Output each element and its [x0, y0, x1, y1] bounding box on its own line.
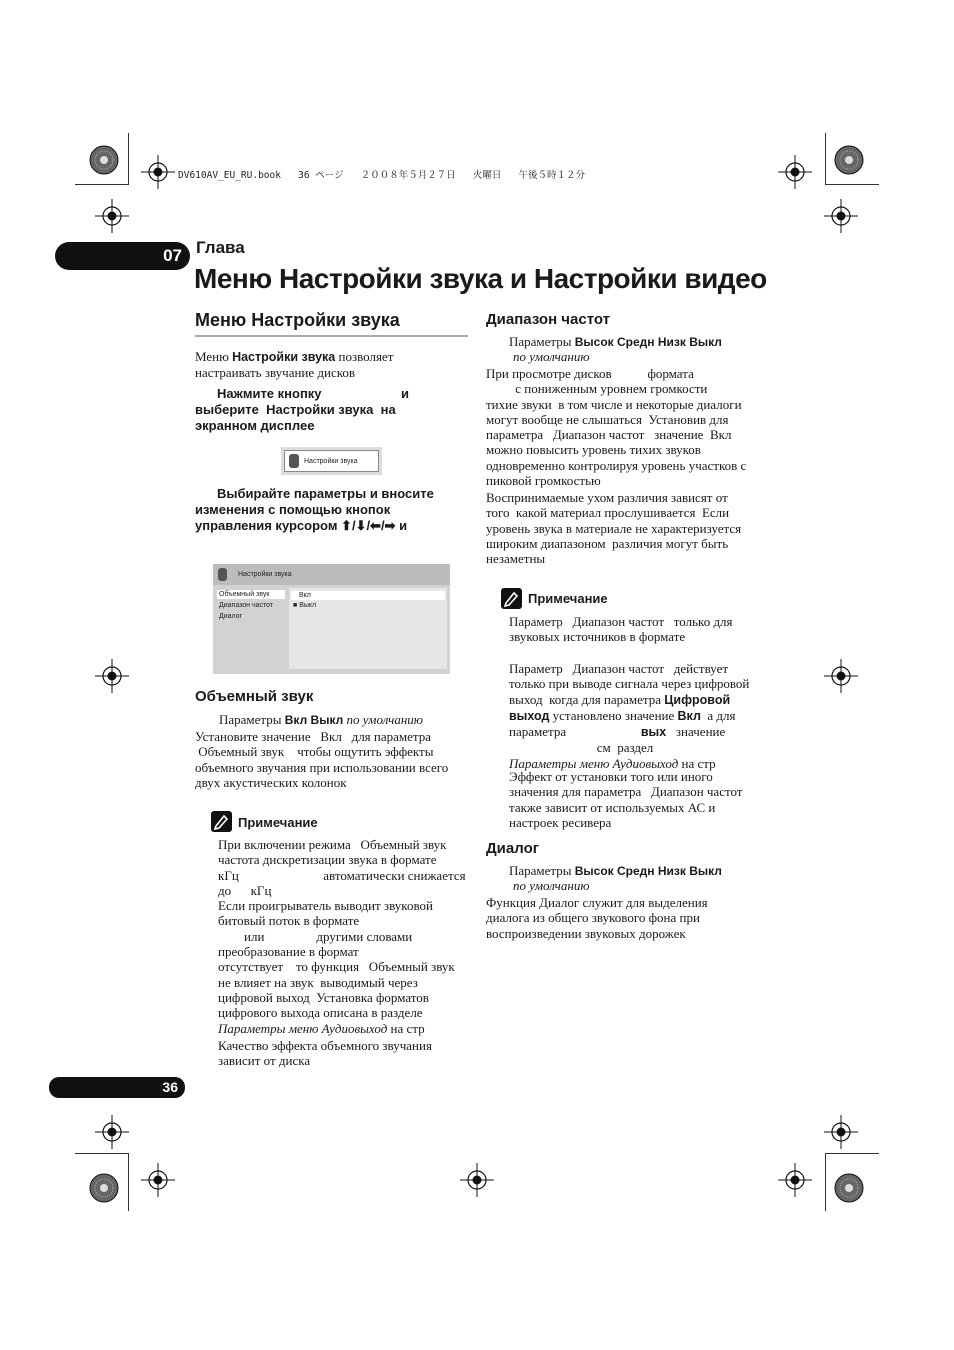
- print-header-line: DV610AV_EU_RU.book 36 ページ ２００８年５月２７日 火曜日 午後５時１２分: [178, 170, 586, 181]
- page-number: 36: [162, 1079, 178, 1095]
- menu-item-dialog: Диалог: [219, 613, 243, 620]
- menu-item-surround: Объемный звук: [219, 591, 270, 598]
- note-pencil-icon: [501, 588, 522, 609]
- step-1-text: Нажмите кнопку и выберите Настройки звука на экранном дисплее: [195, 386, 409, 433]
- dialog-title: Диалог: [486, 840, 539, 857]
- option-off: Выкл: [299, 602, 317, 609]
- surround-title: Объемный звук: [195, 688, 314, 705]
- range-title: Диапазон частот: [486, 311, 610, 328]
- surround-text: Установите значение Вкл для параметра Объемный звук чтобы ощутить эффекты объемного звучания при использовании всего двух акустических колонок: [195, 729, 449, 790]
- speaker-icon: [218, 568, 227, 581]
- option-off-row: ■ Выкл: [293, 602, 317, 609]
- page-title: Меню Настройки звука и Настройки видео: [194, 263, 767, 294]
- note-p2: Параметр Диапазон частот действует только при выводе сигнала через цифровой выход когда для параметра Цифровой выход установлено значение Вкл а для параметра вых значение см раздел Параметры меню Аудиовыход на стр: [509, 661, 750, 771]
- note-text: При включении режима Объемный звук частота дискретизации звука в формате кГц автоматически снижается до кГц Если проигрыватель выводит звуковой битовый поток в формате или другими словами преобразование в формат отсутствует то функция Объемный звук не влияет на звук выводимый через цифровой выход Установка форматов цифрового выхода описана в разделе Параметры меню Аудиовыход на стр Качество эффекта объемного звучания зависит от диска: [218, 837, 466, 1069]
- section-title: Меню Настройки звука: [195, 310, 400, 330]
- section-rule: [195, 335, 468, 337]
- note-title: Примечание: [238, 815, 318, 830]
- screen-small-label: Настройки звука: [304, 458, 358, 465]
- menu-item-range: Диапазон частот: [219, 602, 274, 609]
- chapter-tab: [55, 242, 190, 270]
- speaker-icon: [289, 454, 299, 468]
- options-panel: [289, 588, 447, 669]
- page-number-tab: [49, 1077, 185, 1098]
- option-on: Вкл: [299, 592, 311, 599]
- range-params: Параметры Высок Средн Низк Выкл: [509, 334, 722, 349]
- dialog-params: Параметры Высок Средн Низк Выкл: [509, 863, 722, 878]
- range-text: При просмотре дисков формата с пониженным уровнем громкости тихие звуки в том числе и некоторые диалоги могут вообще не слышаться Установив для параметра Диапазон частот значение Вкл можно повысить уровень тихих звуков одновременно контролируя уровень участков с пиковой громкостью: [486, 366, 747, 489]
- chapter-label: Глава: [196, 238, 245, 257]
- note-pencil-icon: [211, 811, 232, 832]
- step-2-text: Выбирайте параметры и вносите изменения с помощью кнопок управления курсором ⬆/⬇/⬅/➡ и: [195, 486, 434, 533]
- range-text-2: Воспринимаемые ухом различия зависят от того какой материал прослушивается Если уровень звука в материале не характеризуется широким диапазоном различия могут быть незаметны: [486, 490, 742, 567]
- option-highlight: [291, 591, 445, 600]
- intro-paragraph: Меню Настройки звука позволяет настраивать звучание дисков: [195, 349, 394, 381]
- screen-large-header: [213, 564, 450, 585]
- note-p3: Эффект от установки того или иного значения для параметра Диапазон частот также зависит от используемых АС и настроек ресивера: [509, 769, 743, 830]
- surround-params: Параметры Вкл Выкл по умолчанию: [219, 712, 423, 727]
- chapter-number: 07: [163, 246, 182, 265]
- dialog-default: по умолчанию: [513, 878, 590, 893]
- screen-small: [281, 447, 382, 475]
- note-p1: Параметр Диапазон частот только для звуковых источников в формате: [509, 614, 733, 645]
- screen-large-title: Настройки звука: [238, 571, 292, 578]
- dialog-text: Функция Диалог служит для выделения диалога из общего звукового фона при воспроизведении звуковых дорожек: [486, 895, 708, 941]
- note-title: Примечание: [528, 591, 608, 606]
- range-default: по умолчанию: [513, 349, 590, 364]
- screen-large: [213, 564, 450, 674]
